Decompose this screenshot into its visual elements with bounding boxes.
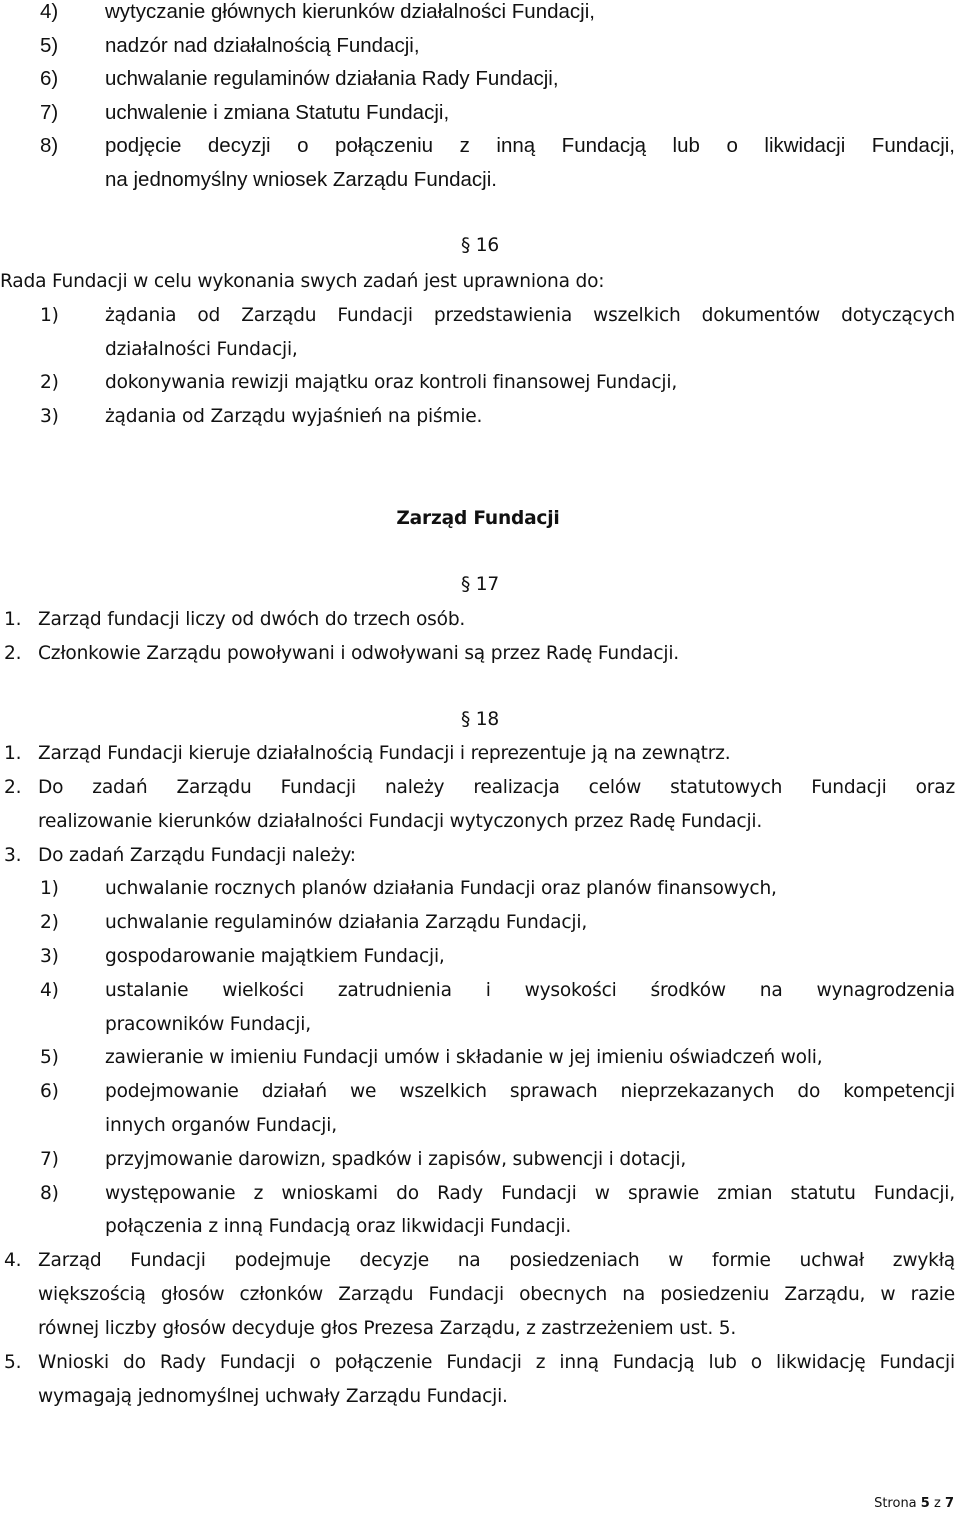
list-item-continuation: pracowników Fundacji,: [105, 1014, 311, 1035]
page-footer: [874, 1496, 954, 1511]
list-number: 3): [40, 406, 59, 427]
footer-separator: z: [933, 1496, 941, 1511]
list-number: 4): [40, 980, 59, 1001]
paragraph-text: równej liczby głosów decyduje głos Prezesa Zarządu, z zastrzeżeniem ust. 5.: [38, 1318, 737, 1339]
list-item-text: Członkowie Zarządu powoływani i odwoływani są przez Radę Fundacji.: [38, 643, 679, 664]
list-item-text: dokonywania rewizji majątku oraz kontroli finansowej Fundacji,: [105, 372, 678, 393]
paragraph-text: większością głosów członków Zarządu Fundacji obecnych na posiedzeniu Zarządu, w razie: [38, 1284, 955, 1305]
list-item-text: podjęcie decyzji o połączeniu z inną Fundacją lub o likwidacji Fundacji,: [105, 134, 955, 157]
list-number: 1): [40, 878, 59, 899]
list-item-text: podejmowanie działań we wszelkich sprawach nieprzekazanych do kompetencji: [105, 1081, 955, 1102]
list-item-text: wytyczanie głównych kierunków działalności Fundacji,: [105, 0, 595, 23]
paragraph-text: Zarząd Fundacji kieruje działalnością Fundacji i reprezentuje ją na zewnątrz.: [38, 743, 731, 764]
footer-page-number: 5: [920, 1496, 930, 1511]
list-number: 4): [40, 0, 59, 23]
footer-prefix: Strona: [874, 1496, 917, 1511]
list-number: 6): [40, 67, 59, 90]
list-number: 1.: [4, 743, 22, 764]
list-number: 2.: [4, 643, 22, 664]
paragraph-text: Zarząd Fundacji podejmuje decyzje na posiedzeniach w formie uchwał zwykłą: [38, 1250, 955, 1271]
chapter-title: Zarząd Fundacji: [396, 508, 560, 529]
list-number: 8): [40, 1183, 59, 1204]
list-item-text: przyjmowanie darowizn, spadków i zapisów, subwencji i dotacji,: [105, 1149, 687, 1170]
section-heading: § 16: [460, 235, 500, 256]
list-number: 2): [40, 372, 59, 393]
list-number: 3.: [4, 845, 22, 866]
list-number: 4.: [4, 1250, 22, 1271]
paragraph-text: Wnioski do Rady Fundacji o połączenie Fundacji z inną Fundacją lub o likwidację Fundacji: [38, 1352, 955, 1373]
list-item-text: występowanie z wnioskami do Rady Fundacji w sprawie zmian statutu Fundacji,: [105, 1183, 955, 1204]
list-item-text: ustalanie wielkości zatrudnienia i wysokości środków na wynagrodzenia: [105, 980, 955, 1001]
list-item-text: żądania od Zarządu wyjaśnień na piśmie.: [105, 406, 483, 427]
section-heading: § 18: [460, 709, 500, 730]
footer-total-pages: 7: [944, 1496, 954, 1511]
list-item-continuation: na jednomyślny wniosek Zarządu Fundacji.: [105, 168, 497, 191]
list-number: 6): [40, 1081, 59, 1102]
section-intro: Rada Fundacji w celu wykonania swych zadań jest uprawniona do:: [0, 271, 605, 292]
list-number: 3): [40, 946, 59, 967]
paragraph-text: Do zadań Zarządu Fundacji należy realizacja celów statutowych Fundacji oraz: [38, 777, 955, 798]
paragraph-text: Do zadań Zarządu Fundacji należy:: [38, 845, 356, 866]
list-number: 1): [40, 305, 59, 326]
list-number: 2): [40, 912, 59, 933]
list-number: 5.: [4, 1352, 22, 1373]
list-item-continuation: działalności Fundacji,: [105, 339, 298, 360]
list-item-text: nadzór nad działalnością Fundacji,: [105, 34, 420, 57]
paragraph-text: wymagają jednomyślnej uchwały Zarządu Fundacji.: [38, 1386, 508, 1407]
section-heading: § 17: [460, 574, 500, 595]
paragraph-continuation: realizowanie kierunków działalności Fundacji wytyczonych przez Radę Fundacji.: [38, 811, 763, 832]
list-number: 7): [40, 101, 59, 124]
list-item-text: żądania od Zarządu Fundacji przedstawienia wszelkich dokumentów dotyczących: [105, 305, 955, 326]
list-number: 2.: [4, 777, 22, 798]
list-number: 5): [40, 34, 59, 57]
list-item-text: zawieranie w imieniu Fundacji umów i składanie w jej imieniu oświadczeń woli,: [105, 1047, 823, 1068]
list-item-text: gospodarowanie majątkiem Fundacji,: [105, 946, 445, 967]
list-item-continuation: innych organów Fundacji,: [105, 1115, 337, 1136]
list-number: 5): [40, 1047, 59, 1068]
list-item-text: uchwalenie i zmiana Statutu Fundacji,: [105, 101, 450, 124]
list-number: 1.: [4, 609, 22, 630]
list-item-text: uchwalanie regulaminów działania Zarządu Fundacji,: [105, 912, 588, 933]
list-item-text: uchwalanie regulaminów działania Rady Fundacji,: [105, 67, 559, 90]
list-item-text: uchwalanie rocznych planów działania Fundacji oraz planów finansowych,: [105, 878, 777, 899]
list-number: 8): [40, 134, 59, 157]
list-number: 7): [40, 1149, 59, 1170]
list-item-text: Zarząd fundacji liczy od dwóch do trzech osób.: [38, 609, 466, 630]
list-item-continuation: połączenia z inną Fundacją oraz likwidacji Fundacji.: [105, 1216, 572, 1237]
